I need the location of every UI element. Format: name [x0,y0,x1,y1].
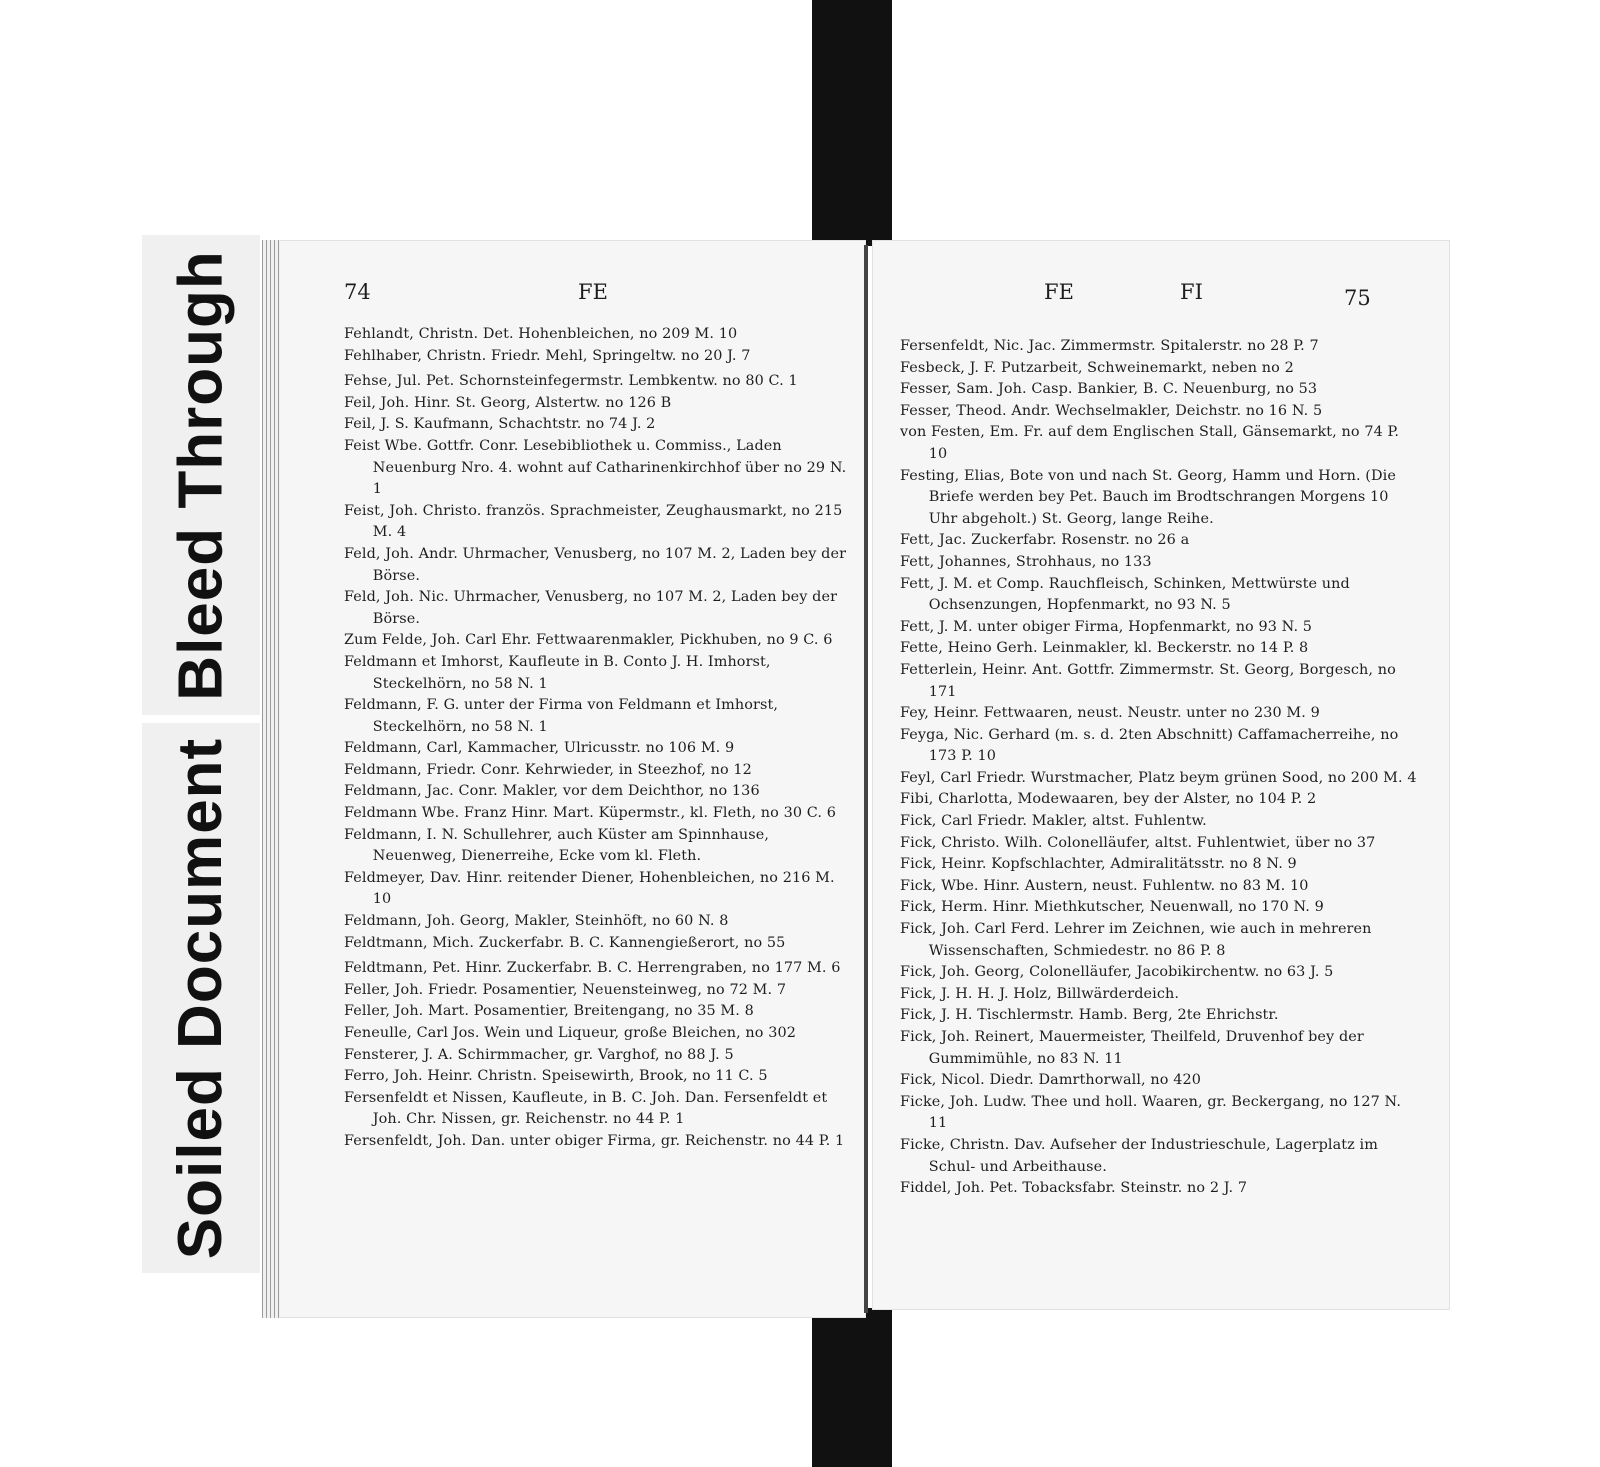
directory-entry: Feldmann, I. N. Schullehrer, auch Küster am Spinnhause, Neuenweg, Dienerreihe, Ecke vom kl. Fleth. [344,826,770,865]
directory-entry: Feldmann Wbe. Franz Hinr. Mart. Küpermstr., kl. Fleth, no 30 C. 6 [344,805,837,822]
directory-entry: Fersenfeldt, Joh. Dan. unter obiger Firma, gr. Reichenstr. no 44 P. 1 [344,1132,845,1149]
directory-entry: Feldmeyer, Dav. Hinr. reitender Diener, Hohenbleichen, no 216 M. 10 [344,869,835,908]
directory-entry: Fick, Heinr. Kopfschlachter, Admiralitätsstr. no 8 N. 9 [900,856,1297,873]
page-number-left: 74 [344,280,371,304]
directory-entry: Fick, Christo. Wilh. Colonelläufer, altst. Fuhlentwiet, über no 37 [900,834,1376,851]
running-head-left: FE [578,280,608,304]
directory-entry: von Festen, Em. Fr. auf dem Englischen Stall, Gänsemarkt, no 74 P. 10 [900,424,1400,462]
directory-entry: Ficke, Christn. Dav. Aufseher der Industrieschule, Lagerplatz im Schul- und Arbeithause. [900,1136,1378,1175]
directory-entry: Feldmann, Carl, Kammacher, Ulricusstr. no 106 M. 9 [344,740,735,757]
directory-entry: Zum Felde, Joh. Carl Ehr. Fettwaarenmakler, Pickhuben, no 9 C. 6 [344,632,833,649]
directory-entry: Feyl, Carl Friedr. Wurstmacher, Platz beym grünen Sood, no 200 M. 4 [900,769,1417,786]
directory-entry: Fetterlein, Heinr. Ant. Gottfr. Zimmermstr. St. Georg, Borgesch, no 171 [900,661,1396,700]
directory-entry: Feller, Joh. Friedr. Posamentier, Neuensteinweg, no 72 M. 7 [344,981,787,998]
directory-entry: Fett, Jac. Zuckerfabr. Rosenstr. no 26 a [900,532,1190,549]
bleed-through-label-panel [142,235,260,715]
directory-entry: Fehse, Jul. Pet. Schornsteinfegermstr. Lembkentw. no 80 C. 1 [344,373,798,390]
directory-entry: Fey, Heinr. Fettwaaren, neust. Neustr. unter no 230 M. 9 [900,705,1320,722]
directory-entry: Ferro, Joh. Heinr. Christn. Speisewirth, Brook, no 11 C. 5 [344,1068,768,1085]
directory-entry: Feil, Joh. Hinr. St. Georg, Alstertw. no 126 B [344,394,672,411]
directory-entry: Fibi, Charlotta, Modewaaren, bey der Alster, no 104 P. 2 [900,791,1317,808]
directory-entry: Feldmann, Friedr. Conr. Kehrwieder, in Steezhof, no 12 [344,761,752,778]
directory-entry: Fiddel, Joh. Pet. Tobacksfabr. Steinstr. no 2 J. 7 [900,1180,1248,1197]
directory-entry: Feldtmann, Mich. Zuckerfabr. B. C. Kannengießerort, no 55 [344,934,786,951]
spine-bar-top [812,0,892,246]
directory-entry: Feil, J. S. Kaufmann, Schachtstr. no 74 J. 2 [344,416,656,433]
directory-entry: Fesbeck, J. F. Putzarbeit, Schweinemarkt, neben no 2 [900,359,1294,376]
directory-entry: Fick, Joh. Carl Ferd. Lehrer im Zeichnen, wie auch in mehreren Wissenschaften, Schmiedestr. no 86 P. 8 [900,921,1372,959]
directory-entry: Fick, Herm. Hinr. Miethkutscher, Neuenwall, no 170 N. 9 [900,899,1324,916]
directory-entry: Ficke, Joh. Ludw. Thee und holl. Waaren, gr. Beckergang, no 127 N. 11 [900,1093,1402,1132]
directory-entry: Fersenfeldt, Nic. Jac. Zimmermstr. Spitalerstr. no 28 P. 7 [900,338,1319,354]
directory-entry: Fick, Joh. Georg, Colonelläufer, Jacobikirchentw. no 63 J. 5 [900,964,1334,981]
directory-entry: Fehlhaber, Christn. Friedr. Mehl, Springeltw. no 20 J. 7 [344,347,751,364]
right-page [872,240,1450,1310]
left-entry-list [344,324,856,1153]
directory-entry: Fehlandt, Christn. Det. Hohenbleichen, no 209 M. 10 [344,326,738,342]
directory-entry: Feist Wbe. Gottfr. Conr. Lesebibliothek u. Commiss., Laden Neuenburg Nro. 4. wohnt auf Catharinenkirchhof über no 29 N. 1 [344,437,847,498]
directory-entry: Festing, Elias, Bote von und nach St. Georg, Hamm und Horn. (Die Briefe werden bey Pet. Bauch im Brodtschrangen Morgens 10 Uhr abgeholt.) St. Georg, lange Reihe. [900,467,1396,527]
directory-entry: Fick, Joh. Reinert, Mauermeister, Theilfeld, Druvenhof bey der Gummimühle, no 83 N. 11 [900,1029,1364,1067]
directory-entry: Fette, Heino Gerh. Leinmakler, kl. Beckerstr. no 14 P. 8 [900,640,1309,657]
running-head-fe: FE [1044,280,1074,304]
directory-entry: Feld, Joh. Andr. Uhrmacher, Venusberg, no 107 M. 2, Laden bey der Börse. [344,545,847,584]
directory-entry: Feller, Joh. Mart. Posamentier, Breitengang, no 35 M. 8 [344,1003,754,1020]
left-page [262,240,866,1318]
directory-entry: Fick, J. H. H. J. Holz, Billwärderdeich. [900,985,1180,1002]
directory-entry: Feldmann et Imhorst, Kaufleute in B. Conto J. H. Imhorst, Steckelhörn, no 58 N. 1 [344,653,771,692]
spine-bar-bottom [812,1308,892,1467]
right-entry-list [900,336,1420,1200]
directory-entry: Feldmann, Joh. Georg, Makler, Steinhöft, no 60 N. 8 [344,913,729,930]
directory-entry: Feldmann, Jac. Conr. Makler, vor dem Deichthor, no 136 [344,783,760,800]
soiled-document-label-panel [142,723,260,1273]
directory-entry: Fesser, Theod. Andr. Wechselmakler, Deichstr. no 16 N. 5 [900,402,1323,419]
page-edge-lines [262,240,280,1318]
book-gutter [864,245,868,1313]
directory-entry: Fersenfeldt et Nissen, Kaufleute, in B. C. Joh. Dan. Fersenfeldt et Joh. Chr. Nissen, gr. Reichenstr. no 44 P. 1 [344,1089,828,1128]
page-number-right: 75 [1344,286,1371,310]
directory-entry: Feldmann, F. G. unter der Firma von Feldmann et Imhorst, Steckelhörn, no 58 N. 1 [344,697,779,735]
directory-entry: Fett, Johannes, Strohhaus, no 133 [900,553,1152,570]
directory-entry: Fesser, Sam. Joh. Casp. Bankier, B. C. Neuenburg, no 53 [900,381,1318,398]
directory-entry: Fett, J. M. unter obiger Firma, Hopfenmarkt, no 93 N. 5 [900,618,1313,635]
directory-entry: Feist, Joh. Christo. französ. Sprachmeister, Zeughausmarkt, no 215 M. 4 [344,502,843,541]
directory-entry: Fick, J. H. Tischlermstr. Hamb. Berg, 2te Ehrichstr. [900,1007,1279,1024]
bleed-through-label: Bleed Through [166,249,236,701]
directory-entry: Feneulle, Carl Jos. Wein und Liqueur, große Bleichen, no 302 [344,1025,797,1041]
directory-entry: Fick, Nicol. Diedr. Damrthorwall, no 420 [900,1072,1201,1089]
soiled-document-label: Soiled Document [166,737,236,1259]
directory-entry: Feld, Joh. Nic. Uhrmacher, Venusberg, no 107 M. 2, Laden bey der Börse. [344,589,838,627]
directory-entry: Feldtmann, Pet. Hinr. Zuckerfabr. B. C. Herrengraben, no 177 M. 6 [344,960,841,977]
directory-entry: Fett, J. M. et Comp. Rauchfleisch, Schinken, Mettwürste und Ochsenzungen, Hopfenmarkt, no 93 N. 5 [900,575,1350,614]
directory-entry: Fick, Carl Friedr. Makler, altst. Fuhlentw. [900,813,1207,830]
directory-entry: Fick, Wbe. Hinr. Austern, neust. Fuhlentw. no 83 M. 10 [900,877,1309,894]
running-head-fi: FI [1180,280,1203,304]
directory-entry: Fensterer, J. A. Schirmmacher, gr. Varghof, no 88 J. 5 [344,1046,734,1063]
directory-entry: Feyga, Nic. Gerhard (m. s. d. 2ten Abschnitt) Caffamacherreihe, no 173 P. 10 [900,726,1399,765]
